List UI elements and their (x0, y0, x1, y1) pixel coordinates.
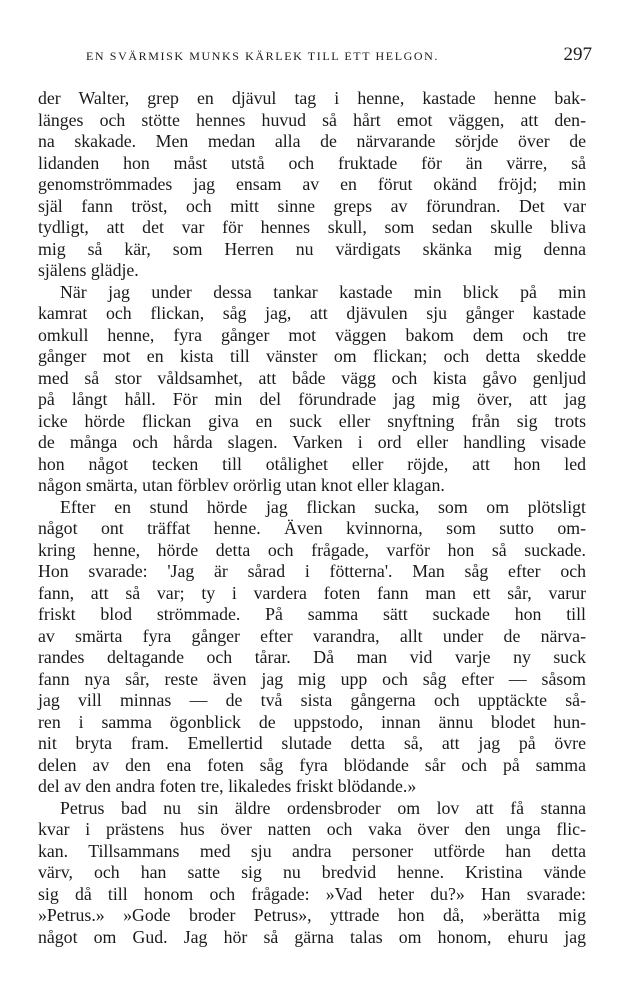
text-line: med så stor våldsamhet, att både vägg och kista gåvo genljud (38, 367, 586, 388)
text-line: der Walter, grep en djävul tag i henne, kastade henne bak- (38, 88, 586, 108)
text-line: något ont träffat henne. Även kvinnorna, som sutto om- (38, 518, 586, 538)
text-line: fann nya sår, reste även jag mig upp och såg efter — såsom (38, 668, 586, 689)
text-line: fann, att så var; ty i vardera foten fann man ett sår, varur (38, 582, 586, 603)
text-line: kan. Tillsammans med sju andra personer utförde han detta (38, 840, 586, 861)
running-title: EN SVÄRMISK MUNKS KÄRLEK TILL ETT HELGON. (86, 49, 440, 63)
text-line: omkull henne, fyra gånger mot väggen bakom dem och tre (38, 324, 586, 345)
text-line: friskt blod strömmade. På samma sätt suckade hon till (38, 604, 586, 624)
text-line: Efter en stund hörde jag flickan sucka, som om plötsligt (60, 496, 586, 517)
text-line: genomströmmades jag ensam av en förut okänd fröjd; min (38, 174, 586, 194)
text-line: »Petrus.» »Gode broder Petrus», yttrade hon då, »berätta mig (38, 905, 586, 925)
text-line: någon smärta, utan förblev orörlig utan knot eller klagan. (38, 475, 445, 495)
text-line: av smärta fyra gånger efter varandra, allt under de närva- (38, 625, 586, 646)
text-line: lidanden hon måst utstå och fruktade för än värre, så (38, 152, 586, 173)
text-line: sig då till honom och frågade: »Vad heter du?» Han svarade: (38, 883, 586, 904)
text-line: på långt håll. För min del förundrade jag mig över, att jag (38, 389, 586, 409)
text-line: värv, och han satte sig nu bredvid henne. Kristina vände (38, 862, 586, 882)
page-number: 297 (563, 44, 592, 65)
text-line: länges och stötte hennes huvud så hårt emot väggen, att den- (38, 109, 586, 130)
text-line: de många och hårda slagen. Varken i ord eller handling visade (38, 432, 586, 452)
text-line: själ fann tröst, och mitt sinne greps av förundran. Det var (38, 195, 586, 216)
text-line: tydligt, att det var för hennes skull, som sedan skulle bliva (38, 217, 586, 237)
text-line: Hon svarade: 'Jag är sårad i fötterna'. Man såg efter och (38, 561, 586, 581)
text-line: na skakade. Men medan alla de närvarande sörjde över de (38, 131, 586, 151)
text-line: hon något tecken till otålighet eller röjde, att hon led (38, 453, 586, 474)
text-line: gånger mot en kista till vänster om flickan; och detta skedde (38, 346, 586, 366)
text-line: något om Gud. Jag hör så gärna talas om honom, ehuru jag (38, 926, 586, 947)
text-line: kvar i prästens hus över natten och vaka över den unga flic- (38, 819, 586, 839)
text-line: mig så kär, som Herren nu värdigats skänka mig denna (38, 238, 586, 259)
text-line: kamrat och flickan, såg jag, att djävulen sju gånger kastade (38, 303, 586, 323)
running-head (86, 44, 592, 70)
text-line: icke hörde flickan giva en suck eller snyftning från sig trots (38, 410, 586, 431)
body-text (38, 88, 586, 948)
text-line: del av den andra foten tre, likaledes friskt blödande.» (38, 776, 417, 796)
text-line: delen av den ena foten såg fyra blödande sår och på samma (38, 754, 586, 775)
text-line: ren i samma ögonblick de uppstodo, innan ännu blodet hun- (38, 711, 586, 732)
text-line: När jag under dessa tankar kastade min blick på min (60, 281, 586, 302)
text-line: själens glädje. (38, 260, 139, 280)
text-line: randes deltagande och tårar. Då man vid varje ny suck (38, 647, 586, 667)
text-line: nit bryta fram. Emellertid slutade detta så, att jag på övre (38, 733, 586, 753)
text-line: jag vill minnas — de två sista gångerna och upptäckte så- (38, 690, 586, 710)
text-line: Petrus bad nu sin äldre ordensbroder om lov att få stanna (60, 797, 586, 818)
text-line: kring henne, hörde detta och frågade, varför hon så suckade. (38, 539, 586, 560)
